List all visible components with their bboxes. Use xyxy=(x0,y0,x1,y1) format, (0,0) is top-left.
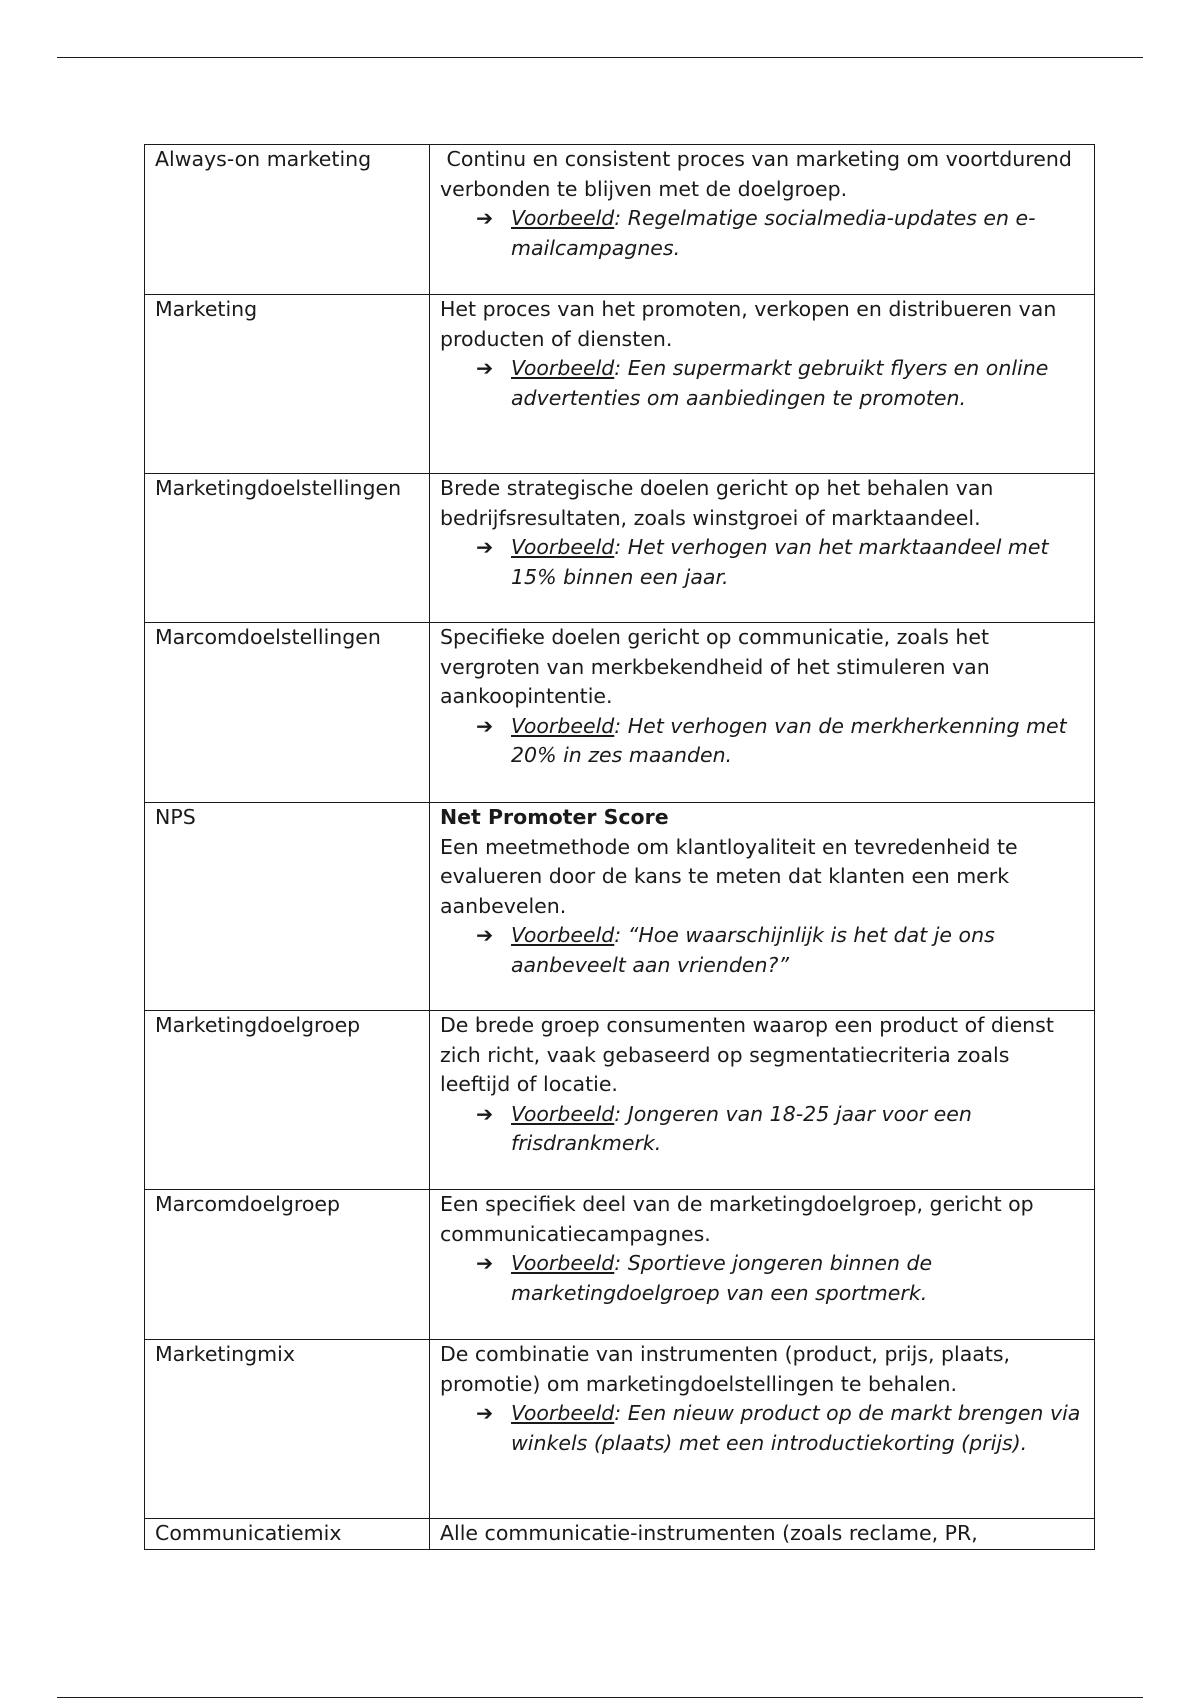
header-rule xyxy=(57,57,1143,58)
table-row xyxy=(145,1190,1095,1340)
example-label: Voorbeeld xyxy=(511,1101,615,1126)
definition-text: Continu en consistent proces van marketing om voortdurend verbonden te blijven met de doelgroep. xyxy=(440,147,1079,201)
example-label: Voorbeeld xyxy=(511,1401,615,1425)
table-row xyxy=(145,803,1095,1011)
right-arrow-icon: ➔ xyxy=(476,923,494,947)
definition-text: Een meetmethode om klantloyaliteit en tevredenheid te evalueren door de kans te meten dat klanten een merk aanbevelen. xyxy=(440,834,1018,918)
definition-cell xyxy=(430,474,1095,623)
example-text: : Het verhogen van de merkherkenning met 20% in zes maanden. xyxy=(511,713,1067,767)
definition-cell xyxy=(430,1011,1095,1190)
term-label: Marketingdoelgroep xyxy=(155,1013,361,1037)
example-text: : Het verhogen van het marktaandeel met 15% binnen een jaar. xyxy=(511,535,1049,589)
table-row xyxy=(145,145,1095,295)
right-arrow-icon: ➔ xyxy=(476,535,494,559)
definition-text: Een specifiek deel van de marketingdoelgroep, gericht op communicatiecampagnes. xyxy=(440,1192,1034,1246)
term-label: Always-on marketing xyxy=(155,147,372,171)
definition-cell xyxy=(430,1519,1095,1550)
table-row xyxy=(145,295,1095,474)
definition-cell xyxy=(430,295,1095,474)
definition-cell xyxy=(430,1340,1095,1519)
term-cell xyxy=(145,1011,430,1190)
example-text: : Jongeren van 18-25 jaar voor een frisdrankmerk. xyxy=(511,1101,972,1155)
term-cell xyxy=(145,145,430,295)
example-label: Voorbeeld xyxy=(511,713,615,738)
definition-text: Het proces van het promoten, verkopen en distribueren van producten of diensten. xyxy=(440,297,1057,351)
example-label: Voorbeeld xyxy=(511,356,615,380)
example-text: : “Hoe waarschijnlijk is het dat je ons aanbeveelt aan vrienden?” xyxy=(511,923,995,977)
definition-text: De combinatie van instrumenten (product, prijs, plaats, promotie) om marketingdoelstellingen te behalen. xyxy=(440,1342,1011,1396)
term-label: Marketingdoelstellingen xyxy=(155,476,402,500)
table-row xyxy=(145,1011,1095,1190)
term-label: Communicatiemix xyxy=(155,1521,342,1545)
example-item xyxy=(440,354,1084,413)
definition-cell xyxy=(430,1190,1095,1340)
example-text: : Regelmatige socialmedia-updates en e-mailcampagnes. xyxy=(511,206,1036,260)
term-label: Marcomdoelstellingen xyxy=(155,625,381,649)
glossary-table xyxy=(144,144,1095,1550)
term-cell xyxy=(145,1340,430,1519)
right-arrow-icon: ➔ xyxy=(476,713,494,738)
definition-cell xyxy=(430,145,1095,295)
example-item xyxy=(440,1399,1084,1458)
example-label: Voorbeeld xyxy=(511,923,615,947)
term-cell xyxy=(145,803,430,1011)
term-cell xyxy=(145,474,430,623)
definition-cell xyxy=(430,803,1095,1011)
definition-text: Brede strategische doelen gericht op het behalen van bedrijfsresultaten, zoals winstgroei of marktaandeel. xyxy=(440,476,994,530)
term-label: Marketingmix xyxy=(155,1342,295,1366)
term-cell xyxy=(145,1190,430,1340)
example-text: : Sportieve jongeren binnen de marketingdoelgroep van een sportmerk. xyxy=(511,1251,933,1305)
term-label: Marcomdoelgroep xyxy=(155,1192,341,1216)
definition-heading: Net Promoter Score xyxy=(440,805,669,829)
table-row xyxy=(145,1340,1095,1519)
example-item xyxy=(440,921,1084,980)
example-item xyxy=(440,1100,1084,1159)
term-label: NPS xyxy=(155,805,196,829)
right-arrow-icon: ➔ xyxy=(476,206,494,230)
example-label: Voorbeeld xyxy=(511,1251,615,1275)
table-row xyxy=(145,1519,1095,1550)
example-text: : Een nieuw product op de markt brengen via winkels (plaats) met een introductiekorting (prijs). xyxy=(511,1401,1081,1455)
example-label: Voorbeeld xyxy=(511,206,615,230)
definition-text: Alle communicatie-instrumenten (zoals reclame, PR, xyxy=(440,1521,978,1545)
definition-text: De brede groep consumenten waarop een product of dienst zich richt, vaak gebaseerd op segmentatiecriteria zoals leeftijd of locatie. xyxy=(440,1013,1054,1096)
term-cell xyxy=(145,1519,430,1550)
footer-rule xyxy=(57,1697,1143,1698)
right-arrow-icon: ➔ xyxy=(476,1251,494,1275)
table-row xyxy=(145,474,1095,623)
definition-text: Specifieke doelen gericht op communicatie, zoals het vergroten van merkbekendheid of het stimuleren van aankoopintentie. xyxy=(440,625,990,708)
example-label: Voorbeeld xyxy=(511,535,615,559)
example-item xyxy=(440,712,1084,771)
example-item xyxy=(440,1249,1084,1308)
table-row xyxy=(145,623,1095,803)
term-cell xyxy=(145,295,430,474)
right-arrow-icon: ➔ xyxy=(476,1101,494,1126)
definition-cell xyxy=(430,623,1095,803)
term-label: Marketing xyxy=(155,297,258,321)
right-arrow-icon: ➔ xyxy=(476,1401,494,1425)
example-item xyxy=(440,533,1084,592)
example-text: : Een supermarkt gebruikt flyers en online advertenties om aanbiedingen te promoten. xyxy=(511,356,1049,410)
term-cell xyxy=(145,623,430,803)
right-arrow-icon: ➔ xyxy=(476,356,494,380)
example-item xyxy=(440,204,1084,263)
